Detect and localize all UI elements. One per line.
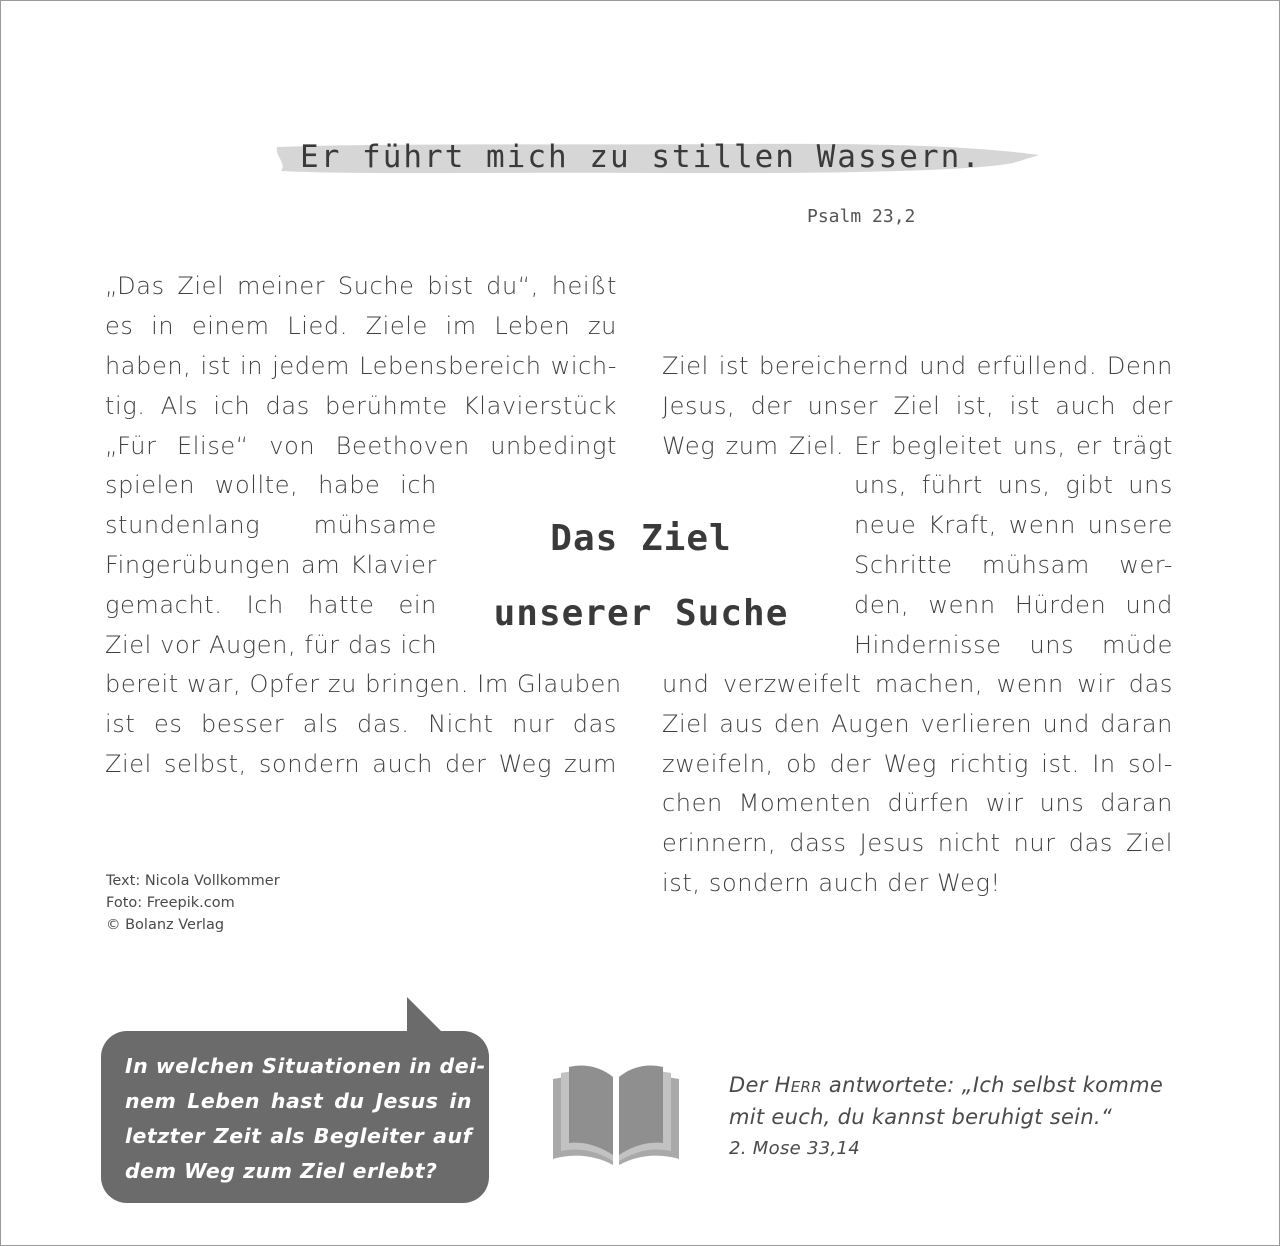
quote-line-1 [729, 1069, 1163, 1101]
right-text-line: Jesus, der unser Ziel ist, ist auch der [662, 392, 1173, 420]
article-heading [471, 501, 811, 651]
right-text-line: Schritte mühsam wer- [854, 551, 1173, 579]
right-text-line: Ziel ist bereichernd und erfüllend. Denn [662, 352, 1173, 380]
left-text-line: Ziel selbst, sondern auch der Weg zum [105, 750, 617, 778]
left-text-line: haben, ist in jedem Lebensbereich wich- [105, 352, 617, 380]
question-line: letzter Zeit als Begleiter auf [125, 1124, 472, 1148]
left-text-line: spielen wollte, habe ich [105, 471, 437, 499]
left-text-line: stundenlang mühsame [105, 511, 437, 539]
credits [106, 870, 280, 936]
right-text-line: neue Kraft, wenn unsere [854, 511, 1173, 539]
credit-text: Text: Nicola Vollkommer [106, 873, 280, 889]
right-text-line: uns, führt uns, gibt uns [854, 471, 1173, 499]
left-text-line: tig. Als ich das berühmte Klavierstück [105, 392, 617, 420]
quote-lord: Herr [774, 1073, 822, 1097]
question-line: dem Weg zum Ziel erlebt? [125, 1159, 438, 1183]
right-text-line: chen Momenten dürfen wir uns daran [662, 789, 1173, 817]
left-text-line: gemacht. Ich hatte ein [105, 591, 437, 619]
quote-line-1-rest: antwortete: „Ich selbst komme [821, 1073, 1164, 1097]
header-verse: Er führt mich zu stillen Wassern. [300, 139, 982, 175]
credit-photo: Foto: Freepik.com [106, 895, 235, 911]
open-book-icon [551, 1063, 681, 1167]
left-text-line: es in einem Lied. Ziele im Leben zu [105, 312, 617, 340]
right-text-line: Weg zum Ziel. Er begleitet uns, er trägt [662, 432, 1173, 460]
left-text-line: Ziel vor Augen, für das ich [105, 631, 438, 659]
right-text-line: erinnern, dass Jesus nicht nur das Ziel [662, 829, 1173, 857]
right-text-line: Hindernisse uns müde [854, 631, 1173, 659]
right-text-line: zweifeln, ob der Weg richtig ist. In sol- [662, 750, 1173, 778]
right-text-line: und verzweifelt machen, wenn wir das [662, 670, 1173, 698]
heading-line-1: Das Ziel [550, 518, 732, 559]
left-text-line: Fingerübungen am Klavier [105, 551, 437, 579]
quote-reference: 2. Mose 33,14 [729, 1138, 861, 1159]
credit-copyright: © Bolanz Verlag [106, 917, 225, 933]
left-text-line: „Für Elise“ von Beethoven unbedingt [105, 432, 617, 460]
quote-prefix: Der [729, 1073, 768, 1097]
bible-quote [729, 1069, 1163, 1165]
right-text-line: Ziel aus den Augen verlieren und daran [662, 710, 1173, 738]
question-line: In welchen Situationen in dei- [125, 1054, 486, 1078]
left-text-line: ist es besser als das. Nicht nur das [105, 710, 617, 738]
left-text-line: „Das Ziel meiner Suche bist du“, heißt [105, 272, 617, 300]
quote-line-2: mit euch, du kannst beruhigt sein.“ [729, 1105, 1113, 1129]
verse-reference: Psalm 23,2 [807, 206, 916, 227]
right-text-line: den, wenn Hürden und [854, 591, 1173, 619]
reflection-question [125, 1049, 486, 1189]
question-line: nem Leben hast du Jesus in [125, 1089, 472, 1113]
right-text-line: ist, sondern auch der Weg! [662, 869, 1001, 897]
left-text-line: bereit war, Opfer zu bringen. Im Glauben [105, 670, 622, 698]
heading-line-2: unserer Suche [493, 593, 789, 634]
